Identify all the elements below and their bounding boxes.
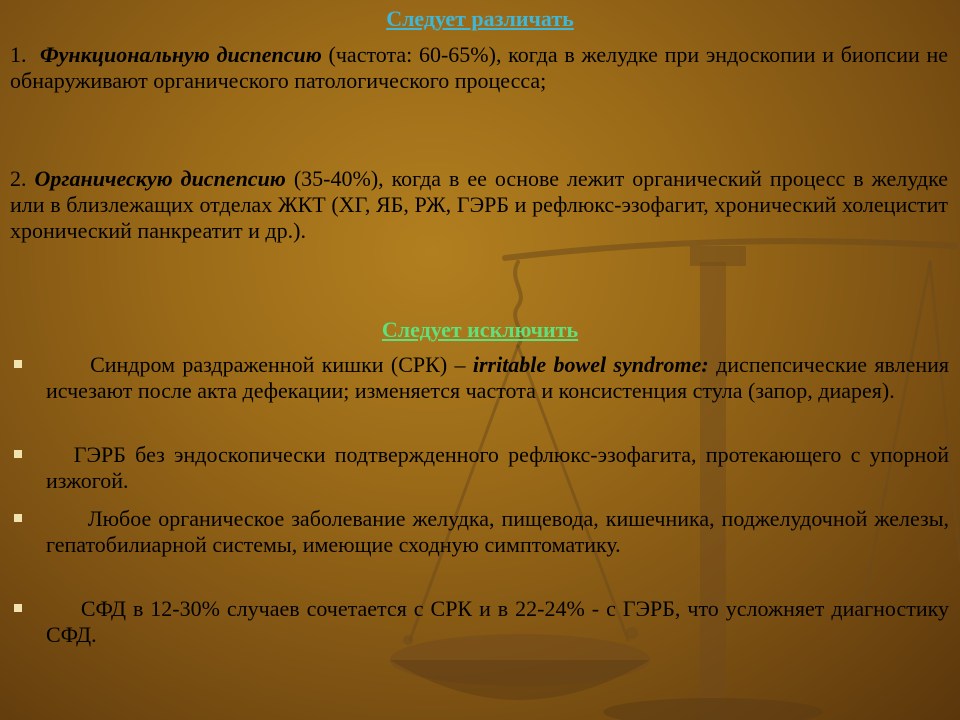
item-text: Любое органическое заболевание желудка, пищевода, кишечника, поджелудочной железы, гепатобилиарной системы, имеющие сходную симптоматику. — [46, 506, 949, 557]
item-number: 1. — [10, 42, 27, 67]
exclude-item-1 — [46, 352, 949, 404]
distinguish-item-1 — [10, 42, 948, 94]
bullet-square-icon — [14, 360, 22, 368]
item-number: 2. — [10, 166, 27, 191]
term-functional-dyspepsia: Функциональную диспепсию — [39, 42, 322, 67]
exclude-item-3 — [46, 506, 949, 558]
item-text: ГЭРБ без эндоскопически подтвержденного рефлюкс-эзофагита, протекающего с упорной изжогой. — [46, 442, 950, 493]
exclude-item-2 — [46, 442, 949, 494]
item-text: диспепсические явления исчезают после акта дефекации; изменяется частота и консистенция стула (запор, диарея). — [46, 352, 950, 403]
bullet-square-icon — [14, 514, 22, 522]
item-text: (частота: 60-65%), когда в желудке при эндоскопии и биопсии не обнаруживают органического патологического процесса; — [10, 42, 949, 93]
distinguish-item-2 — [10, 166, 948, 244]
item-text: СФД в 12-30% случаев сочетается с СРК и в 22-24% - с ГЭРБ, что усложняет диагностику СФД. — [46, 596, 949, 647]
term-organic-dyspepsia: Органическую диспепсию — [34, 166, 286, 191]
item-text: Синдром раздраженной кишки (СРК) – — [90, 352, 473, 377]
exclude-item-4 — [46, 596, 949, 648]
item-text: (35-40%), когда в ее основе лежит органический процесс в желудке или в близлежащих отделах ЖКТ (ХГ, ЯБ, РЖ, ГЭРБ и рефлюкс-эзофагит, хронический холецистит хронический панкреатит и др.). — [10, 166, 948, 243]
heading-exclude: Следует исключить — [381, 317, 579, 342]
bullet-square-icon — [14, 604, 22, 612]
english-term: irritable bowel syndrome: — [472, 352, 709, 377]
bullet-square-icon — [14, 450, 22, 458]
heading-distinguish: Следует различать — [386, 6, 574, 31]
